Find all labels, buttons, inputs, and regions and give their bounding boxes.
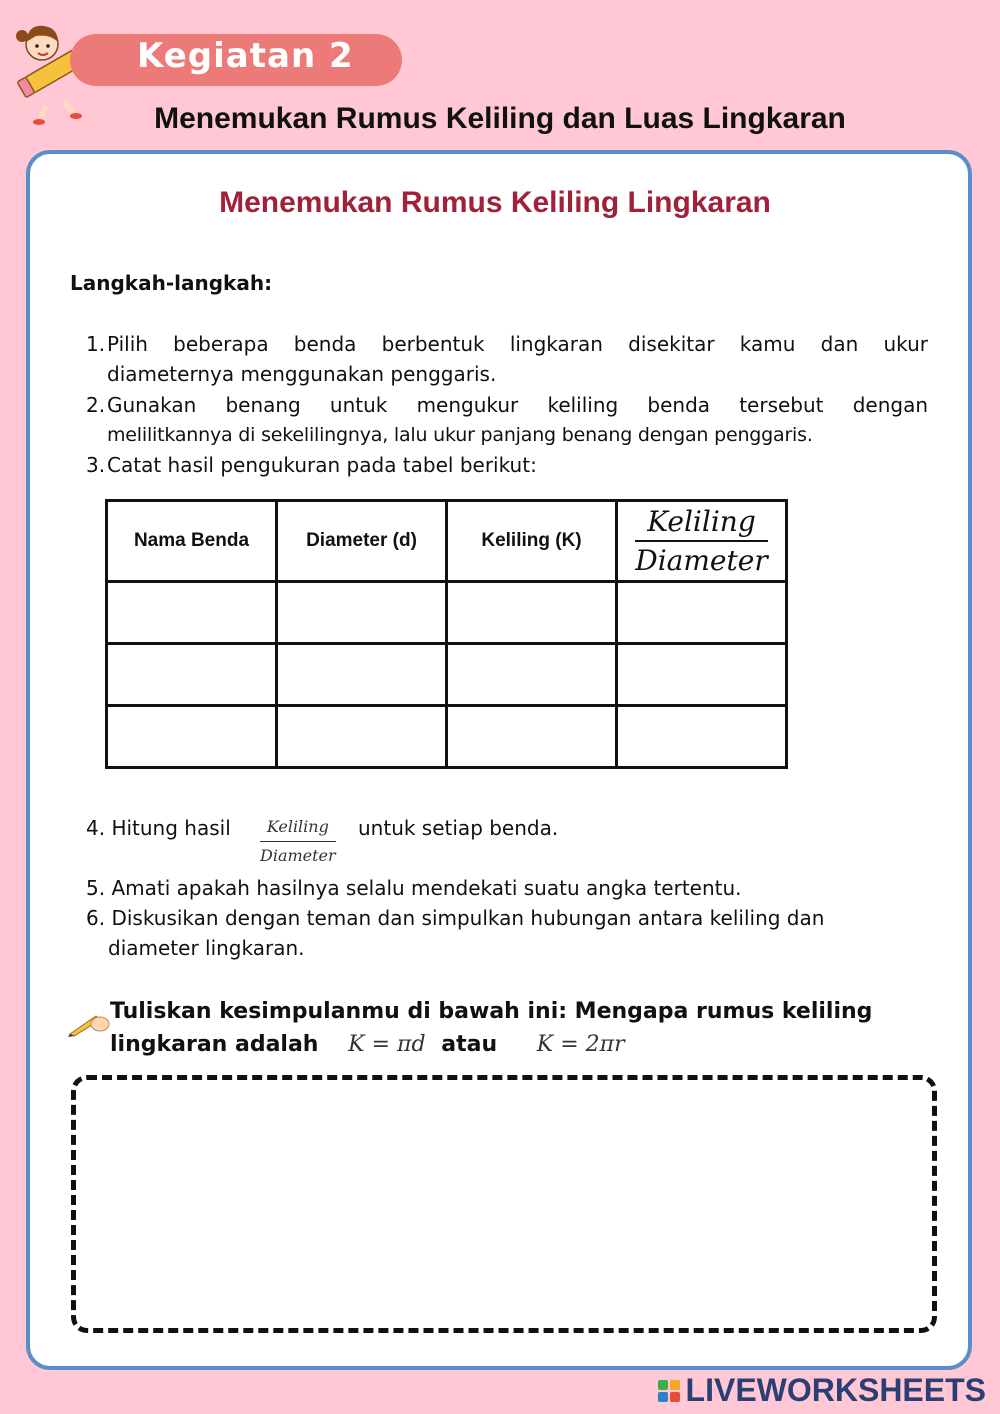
liveworksheets-logo-icon: [658, 1380, 680, 1402]
table-row: [107, 582, 787, 644]
step-1: [86, 329, 928, 389]
writing-hand-icon: [66, 1008, 110, 1038]
table-cell[interactable]: [277, 706, 447, 768]
fraction-numerator: Keliling: [635, 505, 767, 542]
table-cell[interactable]: [447, 706, 617, 768]
step-number: 3.: [86, 453, 106, 477]
step-number: 1.: [86, 332, 106, 356]
activity-label: Kegiatan 2: [137, 36, 354, 76]
table-cell[interactable]: [107, 582, 277, 644]
table-cell[interactable]: [107, 644, 277, 706]
conclusion-connector: atau: [441, 1032, 498, 1057]
table-row: [107, 706, 787, 768]
column-header-ratio: [617, 501, 787, 582]
steps-heading: Langkah-langkah:: [70, 271, 273, 295]
step-4-fraction: [260, 815, 336, 868]
table-cell[interactable]: [617, 582, 787, 644]
page-title: Menemukan Rumus Keliling dan Luas Lingkaran: [154, 102, 846, 135]
step-text-line: Catat hasil pengukuran pada tabel berikut:: [107, 453, 537, 477]
step-text-line: Pilih beberapa benda berbentuk lingkaran disekitar kamu dan ukur: [107, 332, 928, 356]
measurement-table: [105, 499, 788, 769]
fraction-numerator: Keliling: [260, 815, 336, 842]
table-cell[interactable]: [617, 706, 787, 768]
conclusion-prompt: [110, 995, 930, 1061]
section-title: Menemukan Rumus Keliling Lingkaran: [219, 186, 771, 219]
table-cell[interactable]: [447, 582, 617, 644]
ratio-fraction: [635, 505, 767, 577]
step-6-line2: diameter lingkaran.: [108, 936, 305, 960]
liveworksheets-watermark: [658, 1372, 986, 1409]
step-text-line: diameternya menggunakan penggaris.: [107, 362, 497, 386]
step-4-suffix: untuk setiap benda.: [358, 816, 559, 840]
table-cell[interactable]: [277, 644, 447, 706]
table-cell[interactable]: [277, 582, 447, 644]
table-header-row: [107, 501, 787, 582]
table-cell[interactable]: [447, 644, 617, 706]
watermark-text: LIVEWORKSHEETS: [685, 1372, 986, 1408]
step-text-line: Gunakan benang untuk mengukur keliling benda tersebut dengan: [107, 393, 928, 417]
step-5: 5. Amati apakah hasilnya selalu mendekati suatu angka tertentu.: [86, 876, 742, 900]
fraction-denominator: Diameter: [635, 544, 768, 577]
conclusion-line1: Tuliskan kesimpulanmu di bawah ini: Mengapa rumus keliling: [110, 999, 873, 1024]
answer-textbox[interactable]: [71, 1075, 937, 1333]
fraction-denominator: Diameter: [260, 846, 336, 865]
table-row: [107, 644, 787, 706]
table-cell[interactable]: [107, 706, 277, 768]
step-number: 2.: [86, 393, 106, 417]
step-3: [86, 450, 928, 480]
step-6-line1: 6. Diskusikan dengan teman dan simpulkan hubungan antara keliling dan: [86, 906, 825, 930]
step-4: [86, 813, 786, 869]
formula-circumference-radius: K = 2πr: [536, 1032, 625, 1057]
step-text-line: melilitkannya di sekelilingnya, lalu ukur panjang benang dengan penggaris.: [107, 424, 813, 446]
formula-circumference-diameter: K = πd: [348, 1032, 426, 1057]
conclusion-line2: [110, 1028, 930, 1061]
column-header-keliling: Keliling (K): [447, 501, 617, 582]
step-2: [86, 390, 928, 450]
step-4-prefix: 4. Hitung hasil: [86, 816, 231, 840]
column-header-name: Nama Benda: [107, 501, 277, 582]
conclusion-line2-prefix: lingkaran adalah: [110, 1032, 319, 1057]
column-header-diameter: Diameter (d): [277, 501, 447, 582]
table-cell[interactable]: [617, 644, 787, 706]
